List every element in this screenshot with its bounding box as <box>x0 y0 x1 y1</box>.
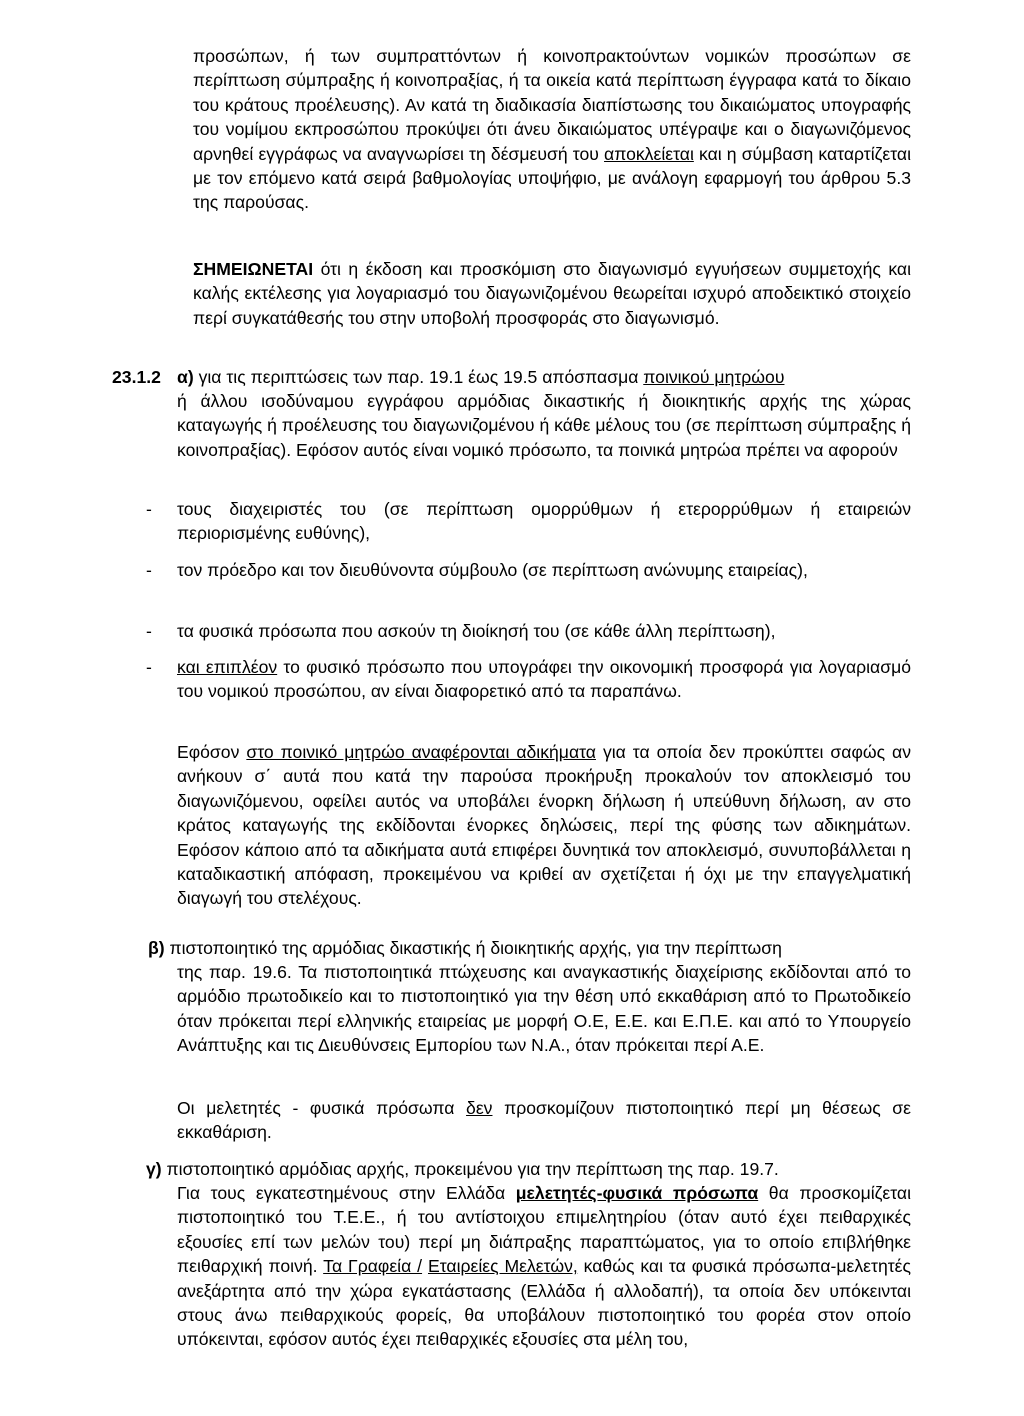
section-number: 23.1.2 <box>112 367 161 387</box>
not-underlined: δεν <box>466 1098 493 1118</box>
item-b-paragraph: β) πιστοποιητικό της αρμόδιας δικαστικής ή διοικητικής αρχής, για την περίπτωση <box>148 938 782 958</box>
crimes-paragraph: Εφόσον στο ποινικό μητρώο αναφέρονται αδικήματα για τα οποία δεν προκύπτει σαφώς αν ανήκουν σ΄ αυτά που κατά την παρούσα προκήρυξη προκαλούν τον αποκλεισμό του διαγωνιζόμενου, οφείλει αυτός να υποβάλει ένορκη δήλωση ή υπεύθυνη δήλωση, αν στο κράτος καταγωγής της εκδίδονται ένορκες δηλώσεις, περί της φύσης των αδικημάτων. Εφόσον κάποιο από τα αδικήματα αυτά επιφέρει δυνητικά τον αποκλεισμό, συνυποβάλλεται η καταδικαστική απόφαση, προκειμένου να κριθεί αν σχετίζεται ή όχι με την επαγγελματική διαγωγή του στελέχους. <box>177 742 912 909</box>
item-c-paragraph: γ) πιστοποιητικό αρμόδιας αρχής, προκειμένου για την περίπτωση της παρ. 19.7. <box>146 1159 779 1179</box>
bullet-managers: τους διαχειριστές του (σε περίπτωση ομορρύθμων ή ετερορρύθμων ή εταιρειών περιορισμένης ευθύνης), <box>177 499 912 544</box>
item-c-letter: γ) <box>146 1159 162 1179</box>
notice-heading: ΣΗΜΕΙΩΝΕΤΑΙ <box>193 259 314 279</box>
bullet-dash: - <box>146 499 152 519</box>
intro-paragraph: προσώπων, ή των συμπραττόντων ή κοινοπρακτούντων νομικών προσώπων σε περίπτωση σύμπραξης ή κοινοπραξίας, ή τα οικεία κατά περίπτωση έγγραφα κατά το δίκαιο του κράτους προέλευσης). Αν κατά τη διαδικασία διαπίστωσης του δικαιώματος υπογραφής του νομίμου εκπροσώπου προκύψει ότι άνευ δικαιώματος υπέγραψε και ο διαγωνιζόμενος αρνηθεί εγγράφως να αναγνωρίσει τη δέσμευσή του αποκλείεται και η σύμβαση καταρτίζεται με τον επόμενο κατά σειρά βαθμολογίας υποψήφιο, με ανάλογη εφαρμογή του άρθρου 5.3 της παρούσας. <box>193 46 912 213</box>
additionally-underlined: και επιπλέον <box>177 657 278 677</box>
criminal-record-underlined: ποινικού μητρώου <box>643 367 785 387</box>
item-a-paragraph: α) για τις περιπτώσεις των παρ. 19.1 έως 19.5 απόσπασμα ποινικού μητρώου <box>177 367 785 387</box>
bullet-dash: - <box>146 560 152 580</box>
item-a-letter: α) <box>177 367 194 387</box>
bullet-signatory: και επιπλέον το φυσικό πρόσωπο που υπογράφει την οικονομική προσφορά για λογαριασμό του νομικού προσώπου, αν είναι διαφορετικό από τα παραπάνω. <box>177 657 911 702</box>
item-a-body: ή άλλου ισοδύναμου εγγράφου αρμόδιας δικαστικής ή διοικητικής αρχής της χώρας καταγωγής ή προέλευσης του διαγωνιζομένου ή κάθε μέλους του (σε περίπτωση σύμπραξης ή κοινοπραξίας). Εφόσον αυτός είναι νομικό πρόσωπο, τα ποινικά μητρώα πρέπει να αφορούν <box>177 391 911 460</box>
item-b-body: της παρ. 19.6. Τα πιστοποιητικά πτώχευσης και αναγκαστικής διαχείρισης εκδίδονται από το αρμόδιο πρωτοδικείο και το πιστοποιητικό για την θέση υπό εκκαθάριση από το Πρωτοδικείο όταν πρόκειται περί ελληνικής εταιρείας με μορφή Ο.Ε, Ε.Ε. και Ε.Π.Ε. και από το Υπουργείο Ανάπτυξης και τις Διευθύνσεις Εμπορίου των Ν.Α., όταν πρόκειται περί Α.Ε. <box>177 962 912 1056</box>
item-c-body: Για τους εγκατεστημένους στην Ελλάδα μελετητές-φυσικά πρόσωπα θα προσκομίζεται πιστοποιητικό του Τ.Ε.Ε., ή του αντίστοιχου επιμελητηρίου (όταν αυτό έχει πειθαρχικές εξουσίες επί των μελών του) περί μη διάπραξης παραπτώματος, για το οποίο επιβλήθηκε πειθαρχική ποινή. Τα Γραφεία / Εταιρείες Μελετών, καθώς και τα φυσικά πρόσωπα-μελετητές ανεξάρτητα από την χώρα εγκατάστασης (Ελλάδα ή αλλοδαπή), τα οποία δεν υπόκεινται στους άνω πειθαρχικούς φορείς, θα υποβάλουν πιστοποιητικό του φορέα στον οποίο υπόκεινται, εφόσον αυτός έχει πειθαρχικές εξουσίες στα μέλη του, <box>177 1183 912 1350</box>
notice-paragraph: ΣΗΜΕΙΩΝΕΤΑΙ ότι η έκδοση και προσκόμιση στο διαγωνισμό εγγυήσεων συμμετοχής και καλής εκτέλεσης για λογαριασμό του διαγωνιζομένου θεωρείται ισχυρό αποδεικτικό στοιχείο περί συγκατάθεσής του στην υποβολή προσφοράς στο διαγωνισμό. <box>193 259 911 328</box>
companies-underlined: Εταιρείες Μελετών, <box>427 1256 578 1277</box>
bullet-dash: - <box>146 621 152 641</box>
excluded-underlined: αποκλείεται <box>604 143 694 164</box>
bullet-dash: - <box>146 657 152 677</box>
bullet-president: τον πρόεδρο και τον διευθύνοντα σύμβουλο (σε περίπτωση ανώνυμης εταιρείας), <box>177 560 808 580</box>
engineers-natural-persons-underlined: μελετητές-φυσικά πρόσωπα <box>515 1183 759 1203</box>
item-b-letter: β) <box>148 938 165 958</box>
engineers-note: Οι μελετητές - φυσικά πρόσωπα δεν προσκομίζουν πιστοποιητικό περί μη θέσεως σε εκκαθάριση. <box>177 1098 911 1143</box>
offices-underlined: Τα Γραφεία / <box>323 1256 423 1277</box>
crimes-underlined: στο ποινικό μητρώο αναφέρονται αδικήματα <box>246 742 596 762</box>
bullet-natural-persons: τα φυσικά πρόσωπα που ασκούν τη διοίκησή του (σε κάθε άλλη περίπτωση), <box>177 621 776 641</box>
